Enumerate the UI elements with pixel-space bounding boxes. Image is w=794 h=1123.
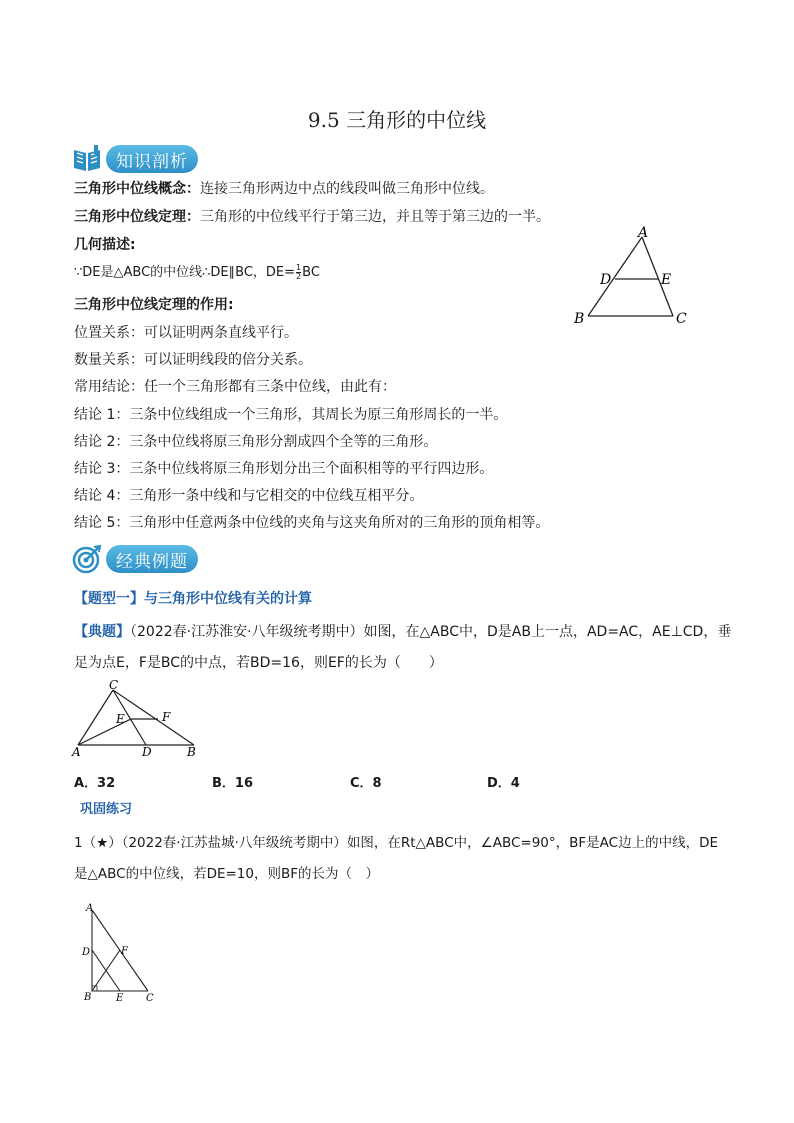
label-B: B [574,311,585,327]
option-b[interactable]: B．16 [212,776,253,791]
label-A: A [72,745,81,759]
example-line-1: 【典题】（2022春·江苏淮安·八年级统考期中）如图，在△ABC中，D是AB上一点，AD=AC，AE⊥CD，垂 [74,624,732,640]
position-line: 位置关系：可以证明两条直线平行。 [74,325,298,341]
label-E: E [661,272,672,288]
option-a[interactable]: A．32 [74,776,116,791]
concept-line: 三角形中位线概念：连接三角形两边中点的线段叫做三角形中位线。 [74,181,494,197]
conclusion-2: 结论 2：三条中位线将原三角形分割成四个全等的三角形。 [74,434,438,450]
page-title: 9.5 三角形的中位线 [307,108,487,132]
label-D: D [142,745,152,759]
label-E: E [116,993,124,1004]
option-d[interactable]: D．4 [487,776,520,791]
target-icon [72,544,102,574]
label-B: B [187,745,196,759]
conclusion-4: 结论 4：三角形一条中线和与它相交的中位线互相平分。 [74,488,424,504]
practice-heading: 巩固练习 [80,802,133,817]
conclusion-1: 结论 1：三条中位线组成一个三角形，其周长为原三角形周长的一半。 [74,407,508,423]
label-A: A [638,225,649,241]
label-B: B [84,992,92,1003]
label-A: A [86,903,94,914]
example-line-2: 足为点E，F是BC的中点，若BD=16，则EF的长为（ ） [74,655,443,671]
label-D: D [82,947,91,958]
book-icon [72,144,102,174]
label-C: C [109,678,119,692]
conclusion-5: 结论 5：三角形中任意两条中位线的夹角与这夹角所对的三角形的顶角相等。 [74,515,550,531]
figure-midline-triangle [570,222,700,330]
label-F: F [121,946,128,957]
section-banner-examples [72,544,198,574]
quantity-line: 数量关系：可以证明线段的倍分关系。 [74,352,312,368]
question1-line-1: 1（★）（2022春·江苏盐城·八年级统考期中）如图，在Rt△ABC中，∠ABC=90°，BF是AC边上的中线，DE [74,835,719,851]
question1-line-2: 是△ABC的中位线，若DE=10，则BF的长为（ ） [74,866,380,882]
conclusion-3: 结论 3：三条中位线将原三角形划分出三个面积相等的平行四边形。 [74,461,494,477]
geo-heading: 几何描述: [74,237,136,253]
option-c[interactable]: C．8 [350,776,382,791]
usage-heading: 三角形中位线定理的作用: [74,297,234,313]
section-banner-knowledge [72,144,198,174]
figure-example [70,678,200,760]
label-E: E [116,712,125,726]
label-C: C [146,993,154,1004]
figure-right-triangle [78,900,168,1006]
type-heading: 【题型一】与三角形中位线有关的计算 [74,591,312,607]
theorem-line: 三角形中位线定理：三角形的中位线平行于第三边，并且等于第三边的一半。 [74,209,550,225]
fraction-half: $\frac{1}{2}$ [296,263,302,281]
section-label: 经典例题 [106,545,198,573]
label-D: D [600,272,612,288]
section-label: 知识剖析 [106,145,198,173]
label-C: C [676,311,687,327]
geo-description: ∵DE是△ABC的中位线∴DE∥BC，DE= $\frac{1}{2}$ BC [74,263,320,281]
common-line: 常用结论：任一个三角形都有三条中位线，由此有： [74,379,396,395]
label-F: F [162,710,171,724]
